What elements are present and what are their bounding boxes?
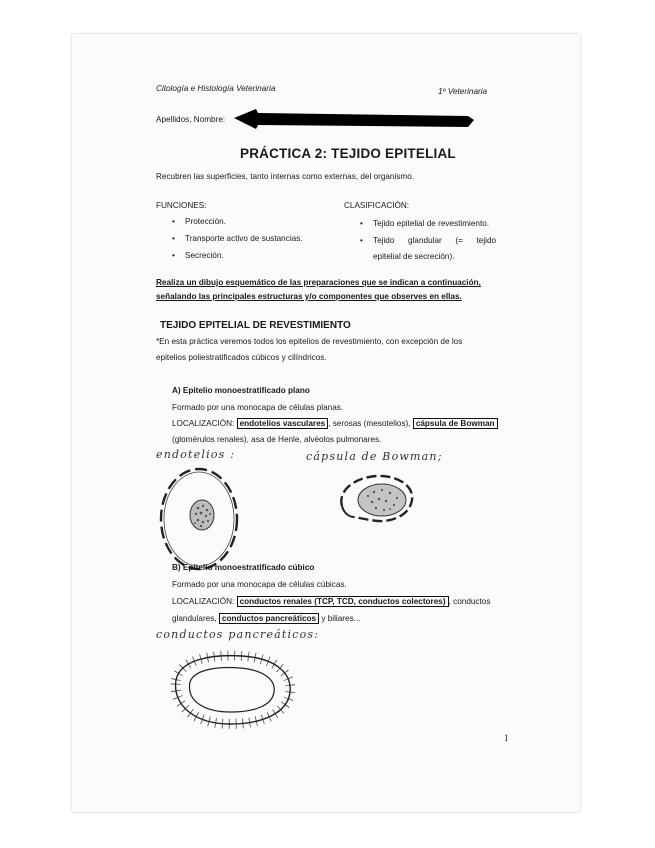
part-a-location <box>172 419 498 428</box>
highlight-endotelios: endotelios vasculares <box>237 418 329 429</box>
funcion-item: • Protección. <box>185 217 226 226</box>
part-a-description: Formado por una monocapa de células planas. <box>172 403 344 412</box>
funcion-item: • Secreción. <box>185 251 224 260</box>
part-b-location-continued <box>172 614 361 623</box>
clasificacion-item-continued: epitelial de secreción). <box>373 252 455 261</box>
part-a-location-continued: (glomérulos renales), asa de Henle, alvéolos pulmonares. <box>172 435 382 444</box>
page-title: PRÁCTICA 2: TEJIDO EPITELIAL <box>240 146 456 161</box>
clasificacion-item: • Tejido glandular (= tejido <box>373 236 496 245</box>
location-text: glandulares, <box>172 614 217 623</box>
course-title: Citología e Histología Veterinaria <box>156 84 276 93</box>
part-b-description: Formado por una monocapa de células cúbicas. <box>172 580 347 589</box>
course-year: 1º Veterinaria <box>438 87 488 96</box>
part-a-heading: A) Epitelio monoestratificado plano <box>172 386 310 395</box>
name-field-label: Apellidos, Nombre: <box>156 115 226 124</box>
highlight-conductos-pancreaticos: conductos pancreáticos <box>219 613 319 624</box>
part-b-location <box>172 597 490 606</box>
clasificacion-heading: CLASIFICACIÓN: <box>344 201 410 210</box>
section-note: *En esta práctica veremos todos los epitelios de revestimiento, con excepción de los <box>156 337 463 346</box>
handwritten-label-conductos: conductos pancreáticos: <box>156 628 320 641</box>
location-label: LOCALIZACIÓN: <box>172 597 235 606</box>
location-text: y biliares... <box>321 614 361 623</box>
handwritten-label-capsula: cápsula de Bowman; <box>306 450 443 463</box>
part-b-heading: B) Epitelio monoestratificado cúbico <box>172 563 315 572</box>
pancreatic-duct-drawing <box>166 650 298 730</box>
redaction-mark <box>228 108 478 130</box>
handwritten-label-endotelios: endotelios : <box>156 448 236 461</box>
funcion-item: • Transporte activo de sustancias. <box>185 234 303 243</box>
section-note: epitelios poliestratificados cúbicos y cilíndricos. <box>156 353 327 362</box>
highlight-capsula-bowman: cápsula de Bowman <box>413 418 498 429</box>
bowman-capsule-drawing <box>334 470 418 528</box>
instruction-line: Realiza un dibujo esquemático de las preparaciones que se indican a continuación, <box>156 278 481 287</box>
location-label: LOCALIZACIÓN: <box>172 419 235 428</box>
instruction-line: señalando las principales estructuras y/o componentes que observes en ellas. <box>156 292 462 301</box>
location-text: , conductos <box>448 597 491 606</box>
section-title: TEJIDO EPITELIAL DE REVESTIMIENTO <box>160 320 351 331</box>
endothelium-drawing <box>158 466 240 572</box>
location-text: , serosas (mesotelios), <box>328 419 411 428</box>
highlight-conductos-renales: conductos renales (TCP, TCD, conductos colectores) <box>237 596 449 607</box>
funciones-heading: FUNCIONES: <box>156 201 207 210</box>
page-number: 1 <box>504 733 509 743</box>
intro-text: Recubren las superficies, tanto internas como externas, del organismo. <box>156 172 415 181</box>
clasificacion-item: • Tejido epitelial de revestimiento. <box>373 219 489 228</box>
